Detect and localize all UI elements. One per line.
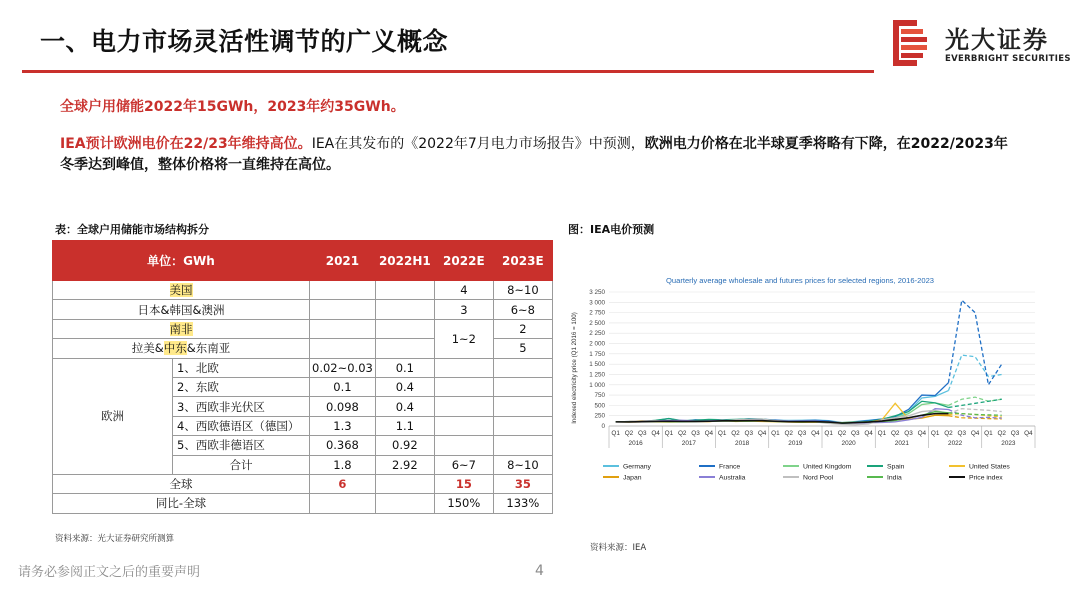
x-tick-label: Q1 — [877, 430, 887, 437]
sub-label: 3、西欧非光伏区 — [173, 397, 310, 416]
x-tick-label: Q4 — [811, 430, 820, 437]
cell-value: 1.3 — [310, 416, 376, 435]
highlight-me: 中东 — [163, 341, 187, 356]
summary-paragraph — [60, 134, 1020, 176]
table-row — [53, 474, 553, 493]
cell-value: 133% — [493, 494, 552, 513]
y-tick-label: 1 250 — [589, 371, 605, 379]
x-tick-label: Q3 — [904, 430, 913, 437]
cell-value: 150% — [434, 494, 493, 513]
y-tick-label: 500 — [594, 402, 605, 410]
x-tick-label: Q2 — [624, 430, 634, 437]
table-row — [53, 281, 553, 300]
year-label: 2020 — [841, 440, 856, 447]
y-tick-label: 0 — [601, 423, 605, 430]
y-tick-label: 2 250 — [589, 330, 605, 338]
summary-headline: 全球户用储能2022年15GWh，2023年约35GWh。 — [60, 99, 405, 115]
table-source: 资料来源：光大证券研究所测算 — [55, 534, 175, 544]
cell-value: 0.92 — [375, 436, 434, 455]
x-tick-label: Q4 — [970, 430, 980, 437]
legend-label: Nord Pool — [803, 474, 834, 482]
x-tick-label: Q4 — [917, 430, 927, 437]
x-tick-label: Q3 — [691, 430, 700, 437]
sub-label: 5、西欧非德语区 — [173, 436, 310, 455]
x-tick-label: Q4 — [757, 430, 767, 437]
header-2021: 2021 — [310, 241, 376, 281]
cell-value: 0.4 — [375, 377, 434, 396]
year-label: 2023 — [1001, 440, 1016, 447]
cell-value: 2 — [493, 319, 552, 338]
page-number: 4 — [535, 563, 544, 579]
year-label: 2017 — [681, 440, 696, 447]
cell-value: 0.098 — [310, 397, 376, 416]
brand-logo — [893, 20, 1071, 68]
legend-label: India — [887, 474, 902, 482]
cell-value: 4 — [434, 281, 493, 300]
legend-label: Germany — [623, 463, 651, 471]
logo-chinese-name: 光大证券 — [945, 26, 1049, 54]
iea-price-chart — [565, 268, 1045, 492]
y-tick-label: 2 000 — [589, 340, 605, 348]
table-row — [53, 300, 553, 319]
cell-value: 1.1 — [375, 416, 434, 435]
x-tick-label: Q1 — [984, 430, 993, 437]
cell-value-merged: 1~2 — [434, 319, 493, 358]
legend-label: Japan — [623, 474, 642, 482]
cell-value: 15 — [434, 474, 493, 493]
x-tick-label: Q4 — [704, 430, 714, 437]
row-label: 拉美&中东&东南亚 — [53, 339, 310, 358]
europe-label: 欧洲 — [53, 358, 173, 474]
y-tick-label: 1 000 — [589, 381, 605, 389]
y-tick-label: 1 500 — [589, 361, 605, 369]
everbright-logo-icon — [893, 20, 929, 66]
header-2022h1: 2022H1 — [375, 241, 434, 281]
page-title: 一、电力市场灵活性调节的广义概念 — [40, 27, 449, 56]
figure-source: 资料来源：IEA — [590, 543, 647, 553]
x-tick-label: Q3 — [744, 430, 754, 437]
year-label: 2019 — [788, 440, 803, 447]
y-tick-label: 250 — [594, 412, 605, 420]
header-2023e: 2023E — [493, 241, 552, 281]
cell-value: 8~10 — [493, 455, 552, 474]
cell-value: 6~7 — [434, 455, 493, 474]
cell-value: 1.8 — [310, 455, 376, 474]
title-underline — [22, 70, 874, 73]
year-label: 2021 — [894, 440, 909, 447]
chart-title: Quarterly average wholesale and futures prices for selected regions, 2016-2023 — [665, 276, 935, 285]
table-caption: 表：全球户用储能市场结构拆分 — [55, 223, 209, 236]
figure-caption: 图：IEA电价预测 — [568, 223, 655, 236]
y-tick-label: 1 750 — [589, 350, 605, 358]
cell-value: 0.02~0.03 — [310, 358, 376, 377]
sub-label: 1、北欧 — [173, 358, 310, 377]
x-tick-label: Q1 — [717, 430, 727, 437]
row-label: 日本&韩国&澳洲 — [53, 300, 310, 319]
highlight-us: 美国 — [169, 283, 193, 298]
cell-value: 3 — [434, 300, 493, 319]
legend-label: Spain — [887, 463, 905, 471]
x-tick-label: Q2 — [997, 430, 1006, 437]
storage-market-table — [52, 240, 553, 514]
x-tick-label: Q4 — [864, 430, 873, 437]
x-tick-label: Q1 — [771, 430, 780, 437]
y-tick-label: 2 750 — [589, 309, 605, 317]
summary-conclusion: 欧洲电力价格在北半球夏季将略有下降，在2022/2023年冬季达到峰值，整体价格将一直维持在高位。 — [60, 136, 1008, 173]
series-forecast-line — [948, 355, 1001, 390]
disclaimer-note: 请务必参阅正文之后的重要声明 — [18, 565, 201, 580]
x-tick-label: Q1 — [611, 430, 620, 437]
year-label: 2018 — [735, 440, 750, 447]
cell-value: 0.1 — [375, 358, 434, 377]
summary-mid: IEA在其发布的《2022年7月电力市场报告》中预测， — [311, 136, 645, 152]
header-2022e: 2022E — [434, 241, 493, 281]
y-tick-label: 3 250 — [589, 289, 605, 296]
cell-value: 8~10 — [493, 281, 552, 300]
table-row — [53, 319, 553, 338]
table-row — [53, 358, 553, 377]
series-forecast-line — [948, 300, 1001, 385]
y-tick-label: 750 — [594, 392, 605, 400]
cell-value: 0.4 — [375, 397, 434, 416]
chart-y-axis-label: Indexed electricity price (Q1 2016 = 100) — [571, 312, 578, 424]
x-tick-label: Q3 — [957, 430, 967, 437]
x-tick-label: Q2 — [731, 430, 740, 437]
x-tick-label: Q2 — [944, 430, 953, 437]
x-tick-label: Q2 — [677, 430, 687, 437]
table-row — [53, 494, 553, 513]
x-tick-label: Q2 — [837, 430, 847, 437]
legend-label: France — [719, 463, 741, 471]
header-unit: 单位：GWh — [53, 241, 310, 281]
x-tick-label: Q4 — [1024, 430, 1033, 437]
cell-value: 6 — [310, 474, 376, 493]
legend-label: United Kingdom — [803, 463, 852, 471]
year-label: 2016 — [628, 440, 643, 447]
x-tick-label: Q3 — [797, 430, 807, 437]
row-label: 同比-全球 — [53, 494, 310, 513]
cell-value: 6~8 — [493, 300, 552, 319]
series-forecast-line — [948, 397, 1001, 405]
highlight-sa: 南非 — [169, 321, 193, 336]
y-tick-label: 3 000 — [589, 299, 605, 307]
legend-label: Price index — [969, 474, 1003, 482]
cell-value: 5 — [493, 339, 552, 358]
x-tick-label: Q4 — [651, 430, 660, 437]
x-tick-label: Q2 — [890, 430, 900, 437]
table-header-row — [53, 241, 553, 281]
legend-label: United States — [969, 463, 1010, 471]
row-label — [53, 319, 310, 338]
row-label — [53, 281, 310, 300]
summary-lead: IEA预计欧洲电价在22/23年维持高位。 — [60, 136, 312, 152]
cell-value: 0.368 — [310, 436, 376, 455]
x-tick-label: Q1 — [824, 430, 833, 437]
row-label: 全球 — [53, 474, 310, 493]
y-tick-label: 2 500 — [589, 319, 605, 327]
x-tick-label: Q3 — [851, 430, 860, 437]
legend-label: Australia — [719, 474, 746, 482]
x-tick-label: Q2 — [784, 430, 793, 437]
year-label: 2022 — [948, 440, 963, 447]
x-tick-label: Q3 — [1010, 430, 1020, 437]
sub-label: 4、西欧德语区（德国） — [173, 416, 310, 435]
x-tick-label: Q1 — [930, 430, 940, 437]
cell-value: 0.1 — [310, 377, 376, 396]
series-forecast-line — [948, 399, 1001, 407]
logo-english-name: EVERBRIGHT SECURITIES — [945, 54, 1071, 64]
cell-value: 2.92 — [375, 455, 434, 474]
x-tick-label: Q3 — [638, 430, 647, 437]
x-tick-label: Q1 — [664, 430, 674, 437]
cell-value: 35 — [493, 474, 552, 493]
sub-label: 合计 — [173, 455, 310, 474]
sub-label: 2、东欧 — [173, 377, 310, 396]
